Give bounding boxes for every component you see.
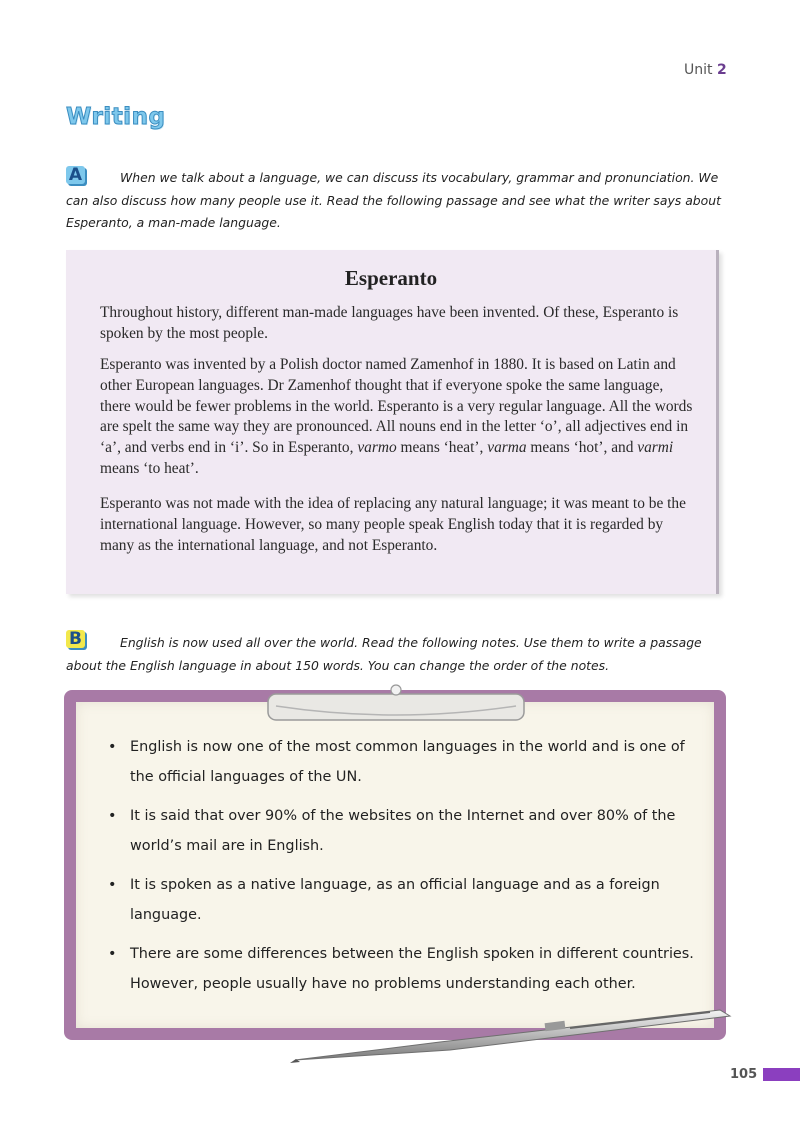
page-number: 105	[730, 1067, 758, 1082]
task-b-instruction: English is now used all over the world. Read the following notes. Use them to write a passage about the English language in about 150 words. You can change the order of the notes.	[66, 635, 702, 673]
note-item-3: • It is spoken as a native language, as an official language and as a foreign language.	[108, 877, 660, 923]
note-item-4: • There are some differences between the English spoken in different countries. However, people usually have no problems understanding each other.	[108, 946, 694, 992]
passage-paragraph-2: Esperanto was invented by a Polish doctor named Zamenhof in 1880. It is based on Latin and other European languages. Dr Zamenhof thought that if everyone spoke the same language, there would be fewer problems in the world. Esperanto is a very regular language. All the words are spelt the same way they are pronounced. All nouns end in the letter ‘o’, all adjectives end in ‘a’, and verbs end in ‘i’. So in Esperanto, varmo means ‘heat’, varma means ‘hot’, and varmi means ‘to heat’.	[100, 356, 693, 477]
note-item-2: • It is said that over 90% of the websites on the Internet and over 80% of the world’s mail are in English.	[108, 808, 676, 854]
task-a-instruction: When we talk about a language, we can discuss its vocabulary, grammar and pronunciation. We can also discuss how many people use it. Read the following passage and see what the writer says about Esperanto, a man-made language.	[66, 170, 721, 230]
esperanto-passage-box	[66, 250, 719, 594]
word-varma: varma	[487, 439, 527, 457]
task-a-badge: A	[66, 166, 85, 184]
passage-title: Esperanto	[344, 266, 438, 290]
passage-paragraph-3: Esperanto was not made with the idea of replacing any natural language; it was meant to be the international language. However, so many people speak English today that it is regarded by many as the international language, and not Esperanto.	[100, 495, 686, 554]
unit-number: 2	[716, 62, 727, 78]
section-title: Writing	[66, 104, 166, 130]
page-number-bar	[763, 1068, 800, 1081]
passage-paragraph-1: Throughout history, different man-made languages have been invented. Of these, Esperanto is spoken by the most people.	[100, 304, 679, 342]
note-item-1: • English is now one of the most common languages in the world and is one of the official languages of the UN.	[108, 739, 685, 785]
notes-list	[108, 732, 708, 1008]
unit-word: Unit	[684, 62, 713, 78]
pen-icon	[290, 1000, 740, 1070]
unit-label	[684, 62, 727, 78]
task-b-badge: B	[66, 630, 85, 648]
word-varmi: varmi	[637, 439, 674, 457]
word-varmo: varmo	[357, 439, 397, 457]
clipboard-clip-icon	[266, 684, 526, 724]
